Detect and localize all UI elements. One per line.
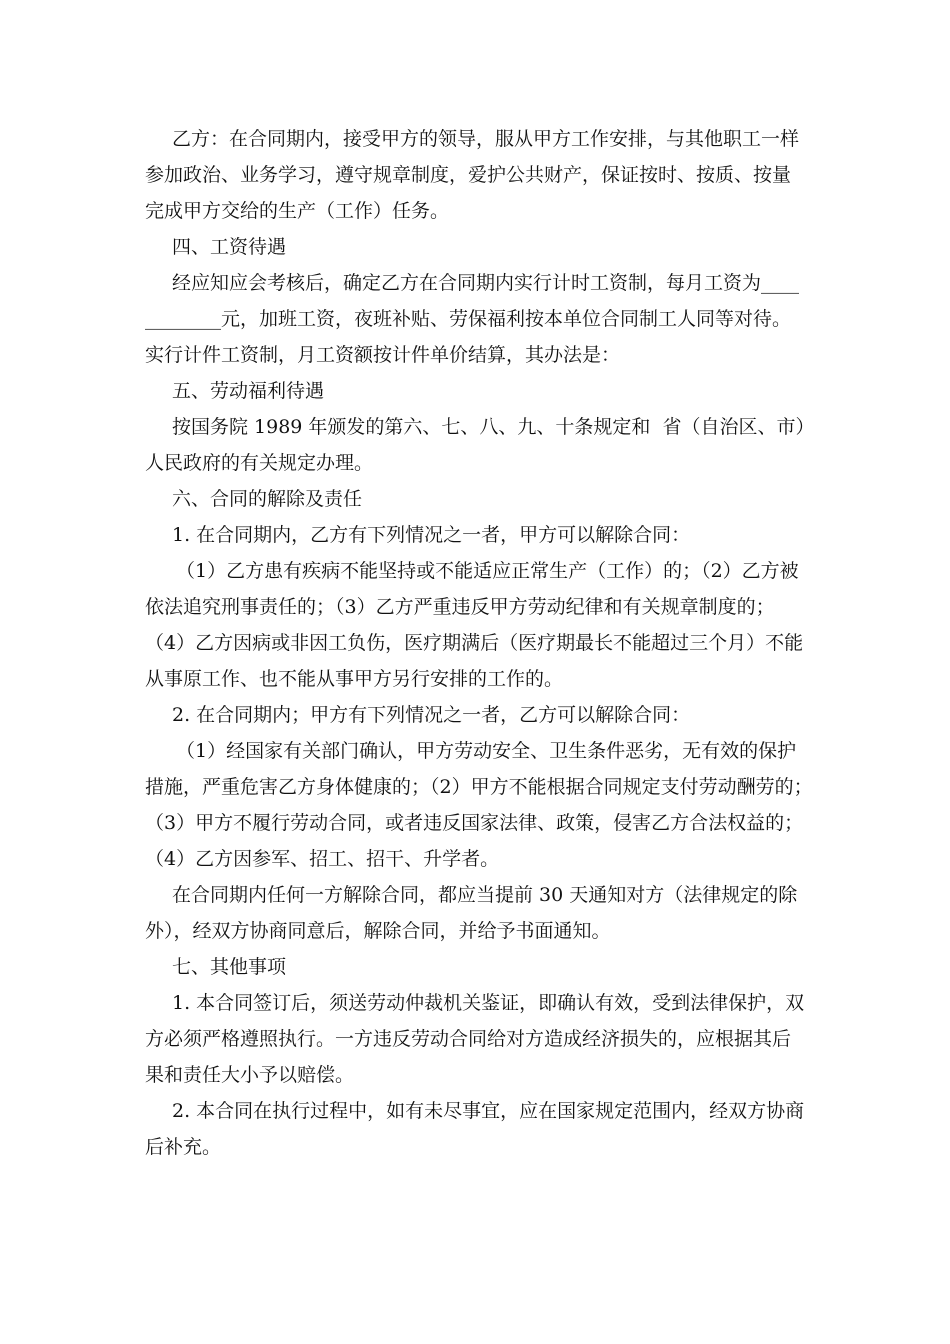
paragraph-line: ________元，加班工资，夜班补贴、劳保福利按本单位合同制工人同等对待。 xyxy=(145,308,792,330)
paragraph-line: 方必须严格遵照执行。一方违反劳动合同给对方造成经济损失的，应根据其后 xyxy=(145,1028,792,1050)
section-heading: 四、工资待遇 xyxy=(172,236,287,258)
paragraph-line: （4）乙方因参军、招工、招干、升学者。 xyxy=(145,848,500,870)
paragraph-line: 实行计件工资制，月工资额按计件单价结算，其办法是： xyxy=(145,344,621,366)
paragraph-line: 完成甲方交给的生产（工作）任务。 xyxy=(145,200,450,222)
list-item: 1. 在合同期内，乙方有下列情况之一者，甲方可以解除合同： xyxy=(172,524,691,546)
paragraph-line: 乙方：在合同期内，接受甲方的领导，服从甲方工作安排，与其他职工一样 xyxy=(172,128,800,150)
list-item: 2. 本合同在执行过程中，如有未尽事宜，应在国家规定范围内，经双方协商 xyxy=(172,1100,805,1122)
section-heading: 七、其他事项 xyxy=(172,956,287,978)
paragraph-line: 按国务院 1989 年颁发的第六、七、八、九、十条规定和 省（自治区、市） xyxy=(172,416,815,438)
paragraph-line: 依法追究刑事责任的；（3）乙方严重违反甲方劳动纪律和有关规章制度的； xyxy=(145,596,775,618)
list-item: 2. 在合同期内；甲方有下列情况之一者，乙方可以解除合同： xyxy=(172,704,691,726)
paragraph-line: 后补充。 xyxy=(145,1136,222,1158)
paragraph-line: 人民政府的有关规定办理。 xyxy=(145,452,374,474)
paragraph-line: 参加政治、业务学习，遵守规章制度，爱护公共财产，保证按时、按质、按量 xyxy=(145,164,792,186)
paragraph-line: （1）经国家有关部门确认，甲方劳动安全、卫生条件恶劣，无有效的保护 xyxy=(176,740,797,762)
paragraph-line: 在合同期内任何一方解除合同，都应当提前 30 天通知对方（法律规定的除 xyxy=(172,884,798,906)
paragraph-line: 外），经双方协商同意后，解除合同，并给予书面通知。 xyxy=(145,920,611,942)
paragraph-line: 果和责任大小予以赔偿。 xyxy=(145,1064,355,1086)
paragraph-line: （1）乙方患有疾病不能坚持或不能适应正常生产（工作）的；（2）乙方被 xyxy=(176,560,799,582)
paragraph-line: （4）乙方因病或非因工负伤，医疗期满后（医疗期最长不能超过三个月）不能 xyxy=(145,632,804,654)
section-heading: 六、合同的解除及责任 xyxy=(172,488,363,510)
list-item: 1. 本合同签订后，须送劳动仲裁机关鉴证，即确认有效，受到法律保护，双 xyxy=(172,992,805,1014)
section-heading: 五、劳动福利待遇 xyxy=(172,380,325,402)
paragraph-line: （3）甲方不履行劳动合同，或者违反国家法律、政策，侵害乙方合法权益的； xyxy=(145,812,804,834)
paragraph-line: 从事原工作、也不能从事甲方另行安排的工作的。 xyxy=(145,668,564,690)
paragraph-line: 措施，严重危害乙方身体健康的；（2）甲方不能根据合同规定支付劳动酬劳的； xyxy=(145,776,813,798)
paragraph-line: 经应知应会考核后，确定乙方在合同期内实行计时工资制，每月工资为____ xyxy=(172,272,800,294)
